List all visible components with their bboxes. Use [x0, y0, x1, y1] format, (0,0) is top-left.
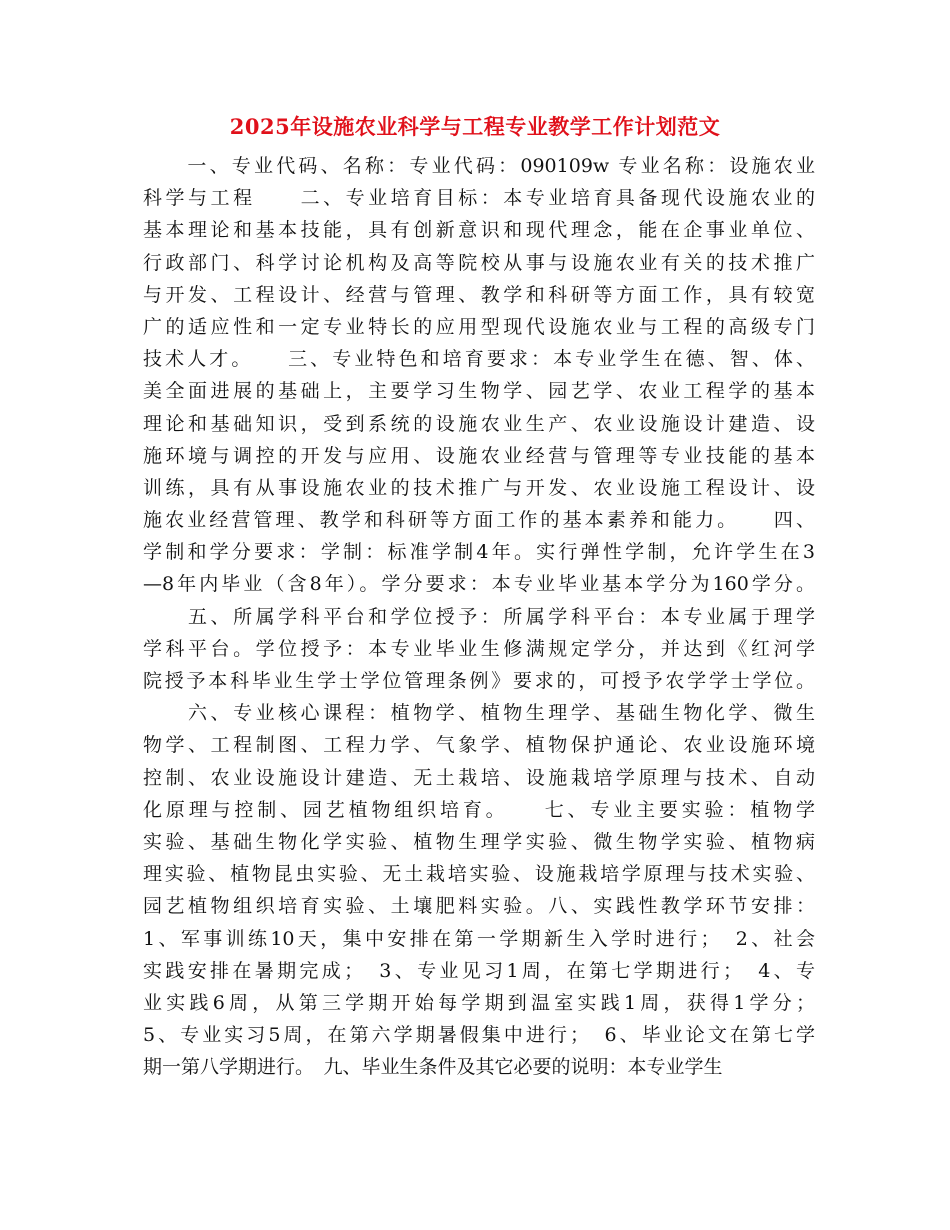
body-line: 1、军事训练10天，集中安排在第一学期新生入学时进行； 2、社会 — [143, 927, 815, 950]
body-line: 学制和学分要求：学制：标准学制4年。实行弹性学制，允许学生在3 — [143, 541, 815, 564]
body-line: 技术人才。 三、专业特色和培育要求：本专业学生在德、智、体、 — [143, 348, 815, 371]
body-line: 六、专业核心课程：植物学、植物生理学、基础生物化学、微生 — [143, 702, 815, 725]
body-line: 科学与工程 二、专业培育目标：本专业培育具备现代设施农业的 — [143, 187, 815, 210]
document-title: 2025年设施农业科学与工程专业教学工作计划范文 — [229, 114, 721, 139]
body-line: 实验、基础生物化学实验、植物生理学实验、微生物学实验、植物病 — [143, 830, 815, 853]
body-line: 五、所属学科平台和学位授予：所属学科平台：本专业属于理学 — [143, 605, 815, 628]
body-line: 与开发、工程设计、经营与管理、教学和科研等方面工作，具有较宽 — [143, 283, 815, 306]
body-line: 院授予本科毕业生学士学位管理条例》要求的，可授予农学学士学位。 — [143, 670, 815, 692]
body-line: 施环境与调控的开发与应用、设施农业经营与管理等专业技能的基本 — [143, 444, 815, 467]
body-line: 美全面进展的基础上，主要学习生物学、园艺学、农业工程学的基本 — [143, 380, 815, 403]
body-line: 业实践6周，从第三学期开始每学期到温室实践1周，获得1学分； — [143, 991, 815, 1014]
body-line: 基本理论和基本技能，具有创新意识和现代理念，能在企事业单位、 — [143, 219, 815, 242]
body-line: 施农业经营管理、教学和科研等方面工作的基本素养和能力。 四、 — [143, 509, 815, 532]
body-line: 广的适应性和一定专业特长的应用型现代设施农业与工程的高级专门 — [143, 315, 815, 338]
body-line: 行政部门、科学讨论机构及高等院校从事与设施农业有关的技术推广 — [143, 251, 815, 274]
body-line: 5、专业实习5周，在第六学期暑假集中进行； 6、毕业论文在第七学 — [143, 1024, 815, 1047]
body-line: 实践安排在暑期完成； 3、专业见习1周，在第七学期进行； 4、专 — [143, 959, 815, 982]
body-line: 期一第八学期进行。 九、毕业生条件及其它必要的说明：本专业学生 — [143, 1056, 723, 1079]
body-line: 一、专业代码、名称：专业代码：090109w 专业名称：设施农业 — [143, 155, 815, 177]
body-line: 化原理与控制、园艺植物组织培育。 七、专业主要实验：植物学 — [143, 798, 815, 821]
document-body — [143, 150, 815, 1083]
body-line: —8年内毕业（含8年）。学分要求：本专业毕业基本学分为160学分。 — [143, 573, 815, 596]
body-line: 物学、工程制图、工程力学、气象学、植物保护通论、农业设施环境 — [143, 734, 815, 757]
body-line: 园艺植物组织培育实验、土壤肥料实验。八、实践性教学环节安排： — [143, 895, 815, 918]
body-line: 学科平台。学位授予：本专业毕业生修满规定学分，并达到《红河学 — [143, 637, 815, 660]
body-line: 控制、农业设施设计建造、无土栽培、设施栽培学原理与技术、自动 — [143, 766, 815, 789]
body-line: 训练，具有从事设施农业的技术推广与开发、农业设施工程设计、设 — [143, 476, 815, 499]
body-line: 理实验、植物昆虫实验、无土栽培实验、设施栽培学原理与技术实验、 — [143, 863, 815, 886]
body-line: 理论和基础知识，受到系统的设施农业生产、农业设施设计建造、设 — [143, 412, 815, 435]
